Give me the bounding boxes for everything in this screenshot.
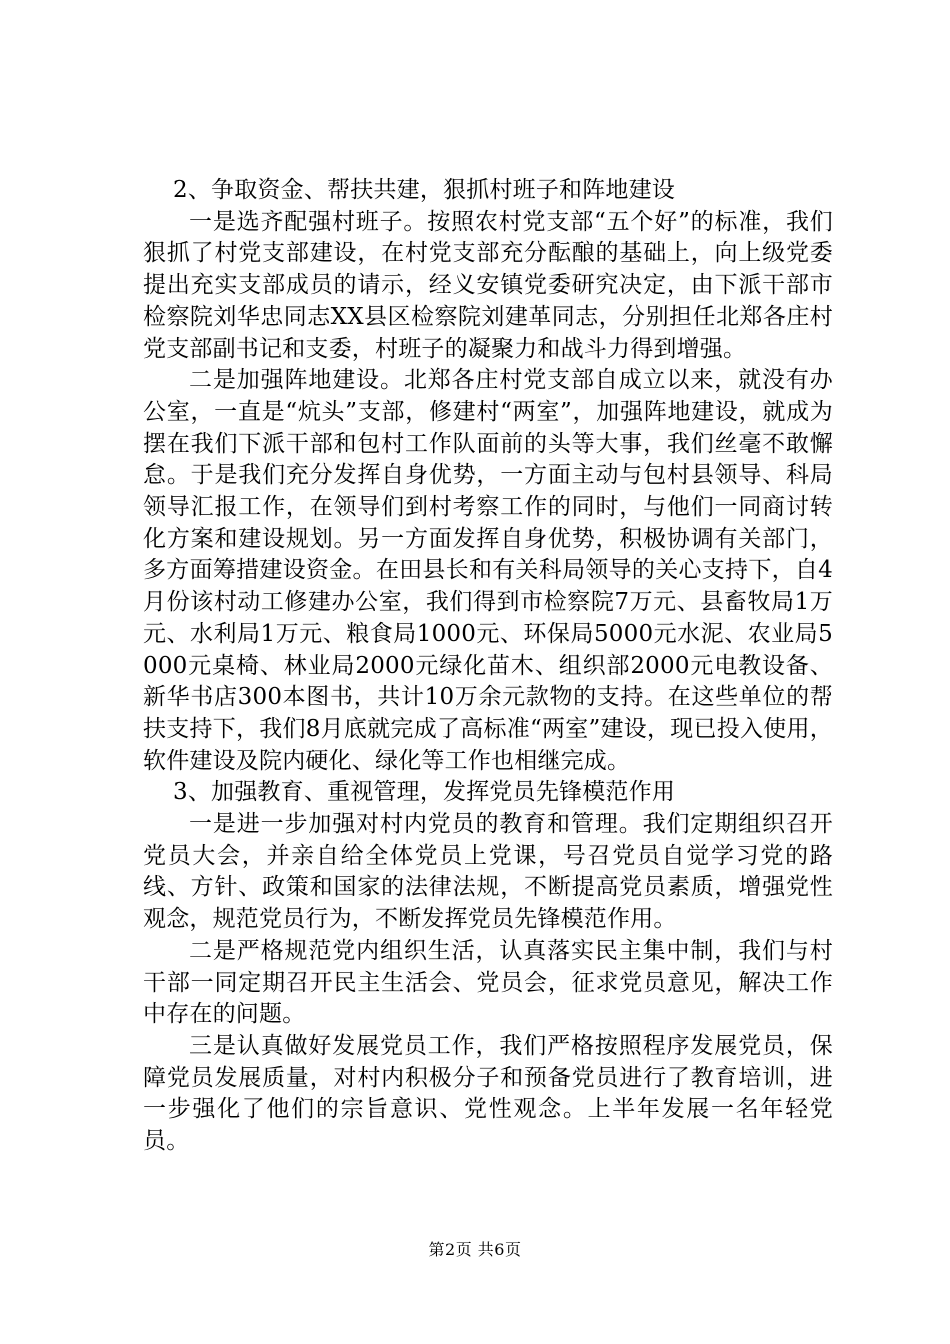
document-body (143, 175, 833, 1158)
section-3-paragraph-2: 二是严格规范党内组织生活，认真落实民主集中制，我们与村干部一同定期召开民主生活会、党员会，征求党员意见，解决工作中存在的问题。 (143, 937, 833, 1028)
section-2-paragraph-2: 二是加强阵地建设。北郑各庄村党支部自成立以来，就没有办公室，一直是“炕头”支部，修建村“两室”，加强阵地建设，就成为摆在我们下派干部和包村工作队面前的头等大事，我们丝毫不敢懈怠。于是我们充分发挥自身优势，一方面主动与包村县领导、科局领导汇报工作，在领导们到村考察工作的同时，与他们一同商讨转化方案和建设规划。另一方面发挥自身优势，积极协调有关部门，多方面筹措建设资金。在田县长和有关科局领导的关心支持下，自4月份该村动工修建办公室，我们得到市检察院7万元、县畜牧局1万元、水利局1万元、粮食局1000元、环保局5000元水泥、农业局5000元桌椅、林业局2000元绿化苗木、组织部2000元电教设备、新华书店300本图书，共计10万余元款物的支持。在这些单位的帮扶支持下，我们8月底就完成了高标准“两室”建设，现已投入使用，软件建设及院内硬化、绿化等工作也相继完成。 (143, 367, 833, 774)
section-3-paragraph-3: 三是认真做好发展党员工作，我们严格按照程序发展党员，保障党员发展质量，对村内积极分子和预备党员进行了教育培训，进一步强化了他们的宗旨意识、党性观念。上半年发展一名年轻党员。 (143, 1032, 833, 1155)
section-2-paragraph-1: 一是选齐配强村班子。按照农村党支部“五个好”的标准，我们狠抓了村党支部建设，在村党支部充分酝酿的基础上，向上级党委提出充实支部成员的请示，经义安镇党委研究决定，由下派干部市检察院刘华忠同志XX县区检察院刘建革同志，分别担任北郑各庄村党支部副书记和支委，村班子的凝聚力和战斗力得到增强。 (143, 208, 833, 362)
page-footer: 第2页 共6页 (428, 1240, 522, 1259)
section-3-heading: 3、加强教育、重视管理，发挥党员先锋模范作用 (173, 779, 676, 806)
section-2-heading: 2、争取资金、帮扶共建，狠抓村班子和阵地建设 (173, 177, 676, 203)
section-3-paragraph-1: 一是进一步加强对村内党员的教育和管理。我们定期组织召开党员大会，并亲自给全体党员上党课，号召党员自觉学习党的路线、方针、政策和国家的法律法规，不断提高党员素质，增强党性观念，规范党员行为，不断发挥党员先锋模范作用。 (143, 811, 833, 933)
